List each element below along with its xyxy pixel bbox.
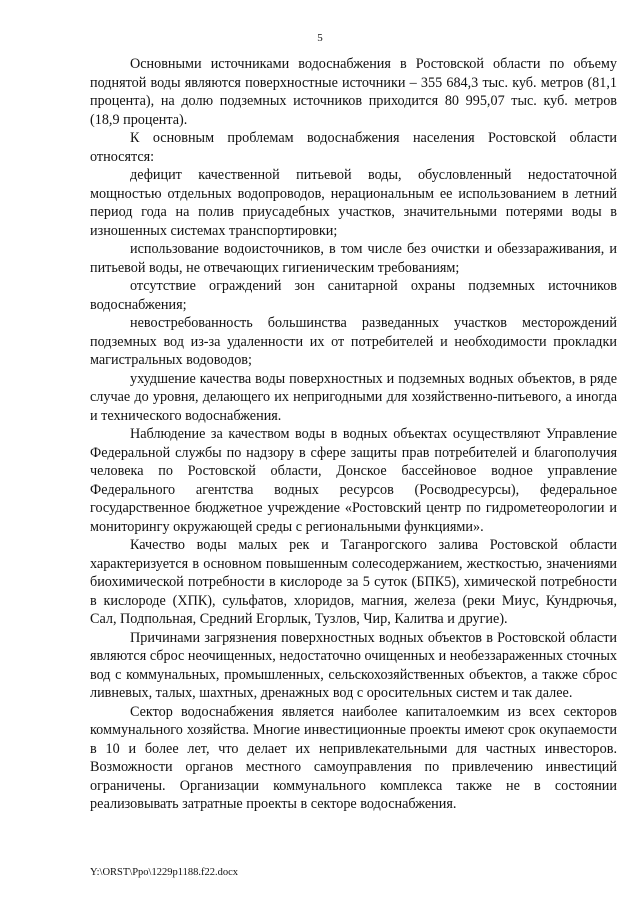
paragraph-problem-unused-deposits: невостребованность большинства разведанных участков месторождений подземных вод из-за удаленности их от потребителей и необходимости прокладки магистральных водоводов; bbox=[90, 315, 617, 368]
paragraph-monitoring-agencies: Наблюдение за качеством воды в водных объектах осуществляют Управление Федеральной службы по надзору в сфере защиты прав потребителей и благополучия человека по Ростовской области, Донское бассейновое водное управление Федерального агентства водных ресурсов (Росводресурсы), федеральное государственное бюджетное учреждение «Ростовский центр по гидрометеорологии и мониторингу окружающей среды с региональными функциями». bbox=[90, 426, 617, 535]
paragraph-problems-intro: К основным проблемам водоснабжения населения Ростовской области относятся: bbox=[90, 130, 617, 165]
paragraph-problem-untreated-use: использование водоисточников, в том числе без очистки и обеззараживания, и питьевой воды, не отвечающих гигиеническим требованиям; bbox=[90, 241, 617, 276]
paragraph-small-rivers-quality: Качество воды малых рек и Таганрогского залива Ростовской области характеризуется в основном повышенным солесодержанием, жесткостью, значениями биохимической потребности в кислороде за 5 суток (БПК5), химической потребности в кислороде (ХПК), сульфатов, хлоридов, магния, железа (реки Миус, Кундрючья, Сал, Подпольная, Средний Егорлык, Тузлов, Чир, Калитва и другие). bbox=[90, 537, 617, 627]
paragraph-problem-protection-zones: отсутствие ограждений зон санитарной охраны подземных источников водоснабжения; bbox=[90, 278, 617, 313]
paragraph-pollution-causes: Причинами загрязнения поверхностных водных объектов в Ростовской области являются сброс неочищенных, недостаточно очищенных и необеззараженных сточных вод с коммунальных, промышленных, сельскохозяйственных объектов, а также сброс ливневых, талых, шахтных, дренажных вод с оросительных систем и так далее. bbox=[90, 629, 617, 701]
footer-file-path: Y:\ORST\Ppo\1229p1188.f22.docx bbox=[90, 867, 238, 878]
paragraph-problem-quality-decline: ухудшение качества воды поверхностных и подземных водных объектов, в ряде случае до уровня, делающего их непригодными для хозяйственно-питьевого, а иногда и технического водоснабжения. bbox=[90, 370, 617, 424]
document-body bbox=[90, 55, 617, 814]
paragraph-water-sources: Основными источниками водоснабжения в Ростовской области по объему поднятой воды являются поверхностные источники – 355 684,3 тыс. куб. метров (81,1 процента), на долю подземных источников приходится 80 995,07 тыс. куб. метров (18,9 процента). bbox=[90, 56, 617, 128]
page-number: 5 bbox=[317, 32, 323, 44]
paragraph-problem-deficit: дефицит качественной питьевой воды, обусловленный недостаточной мощностью отдельных водопроводов, нерациональным ее использованием в летний период года на полив приусадебных участков, значительными потерями воды в изношенных системах транспортировки; bbox=[90, 167, 617, 239]
paragraph-investment: Сектор водоснабжения является наиболее капиталоемким из всех секторов коммунального хозяйства. Многие инвестиционные проекты имеют срок окупаемости в 10 и более лет, что делает их непривлекательными для частных инвесторов. Возможности органов местного самоуправления по привлечению инвестиций ограничены. Организации коммунального комплекса также не в состоянии реализовывать затратные проекты в секторе водоснабжения. bbox=[90, 703, 617, 812]
